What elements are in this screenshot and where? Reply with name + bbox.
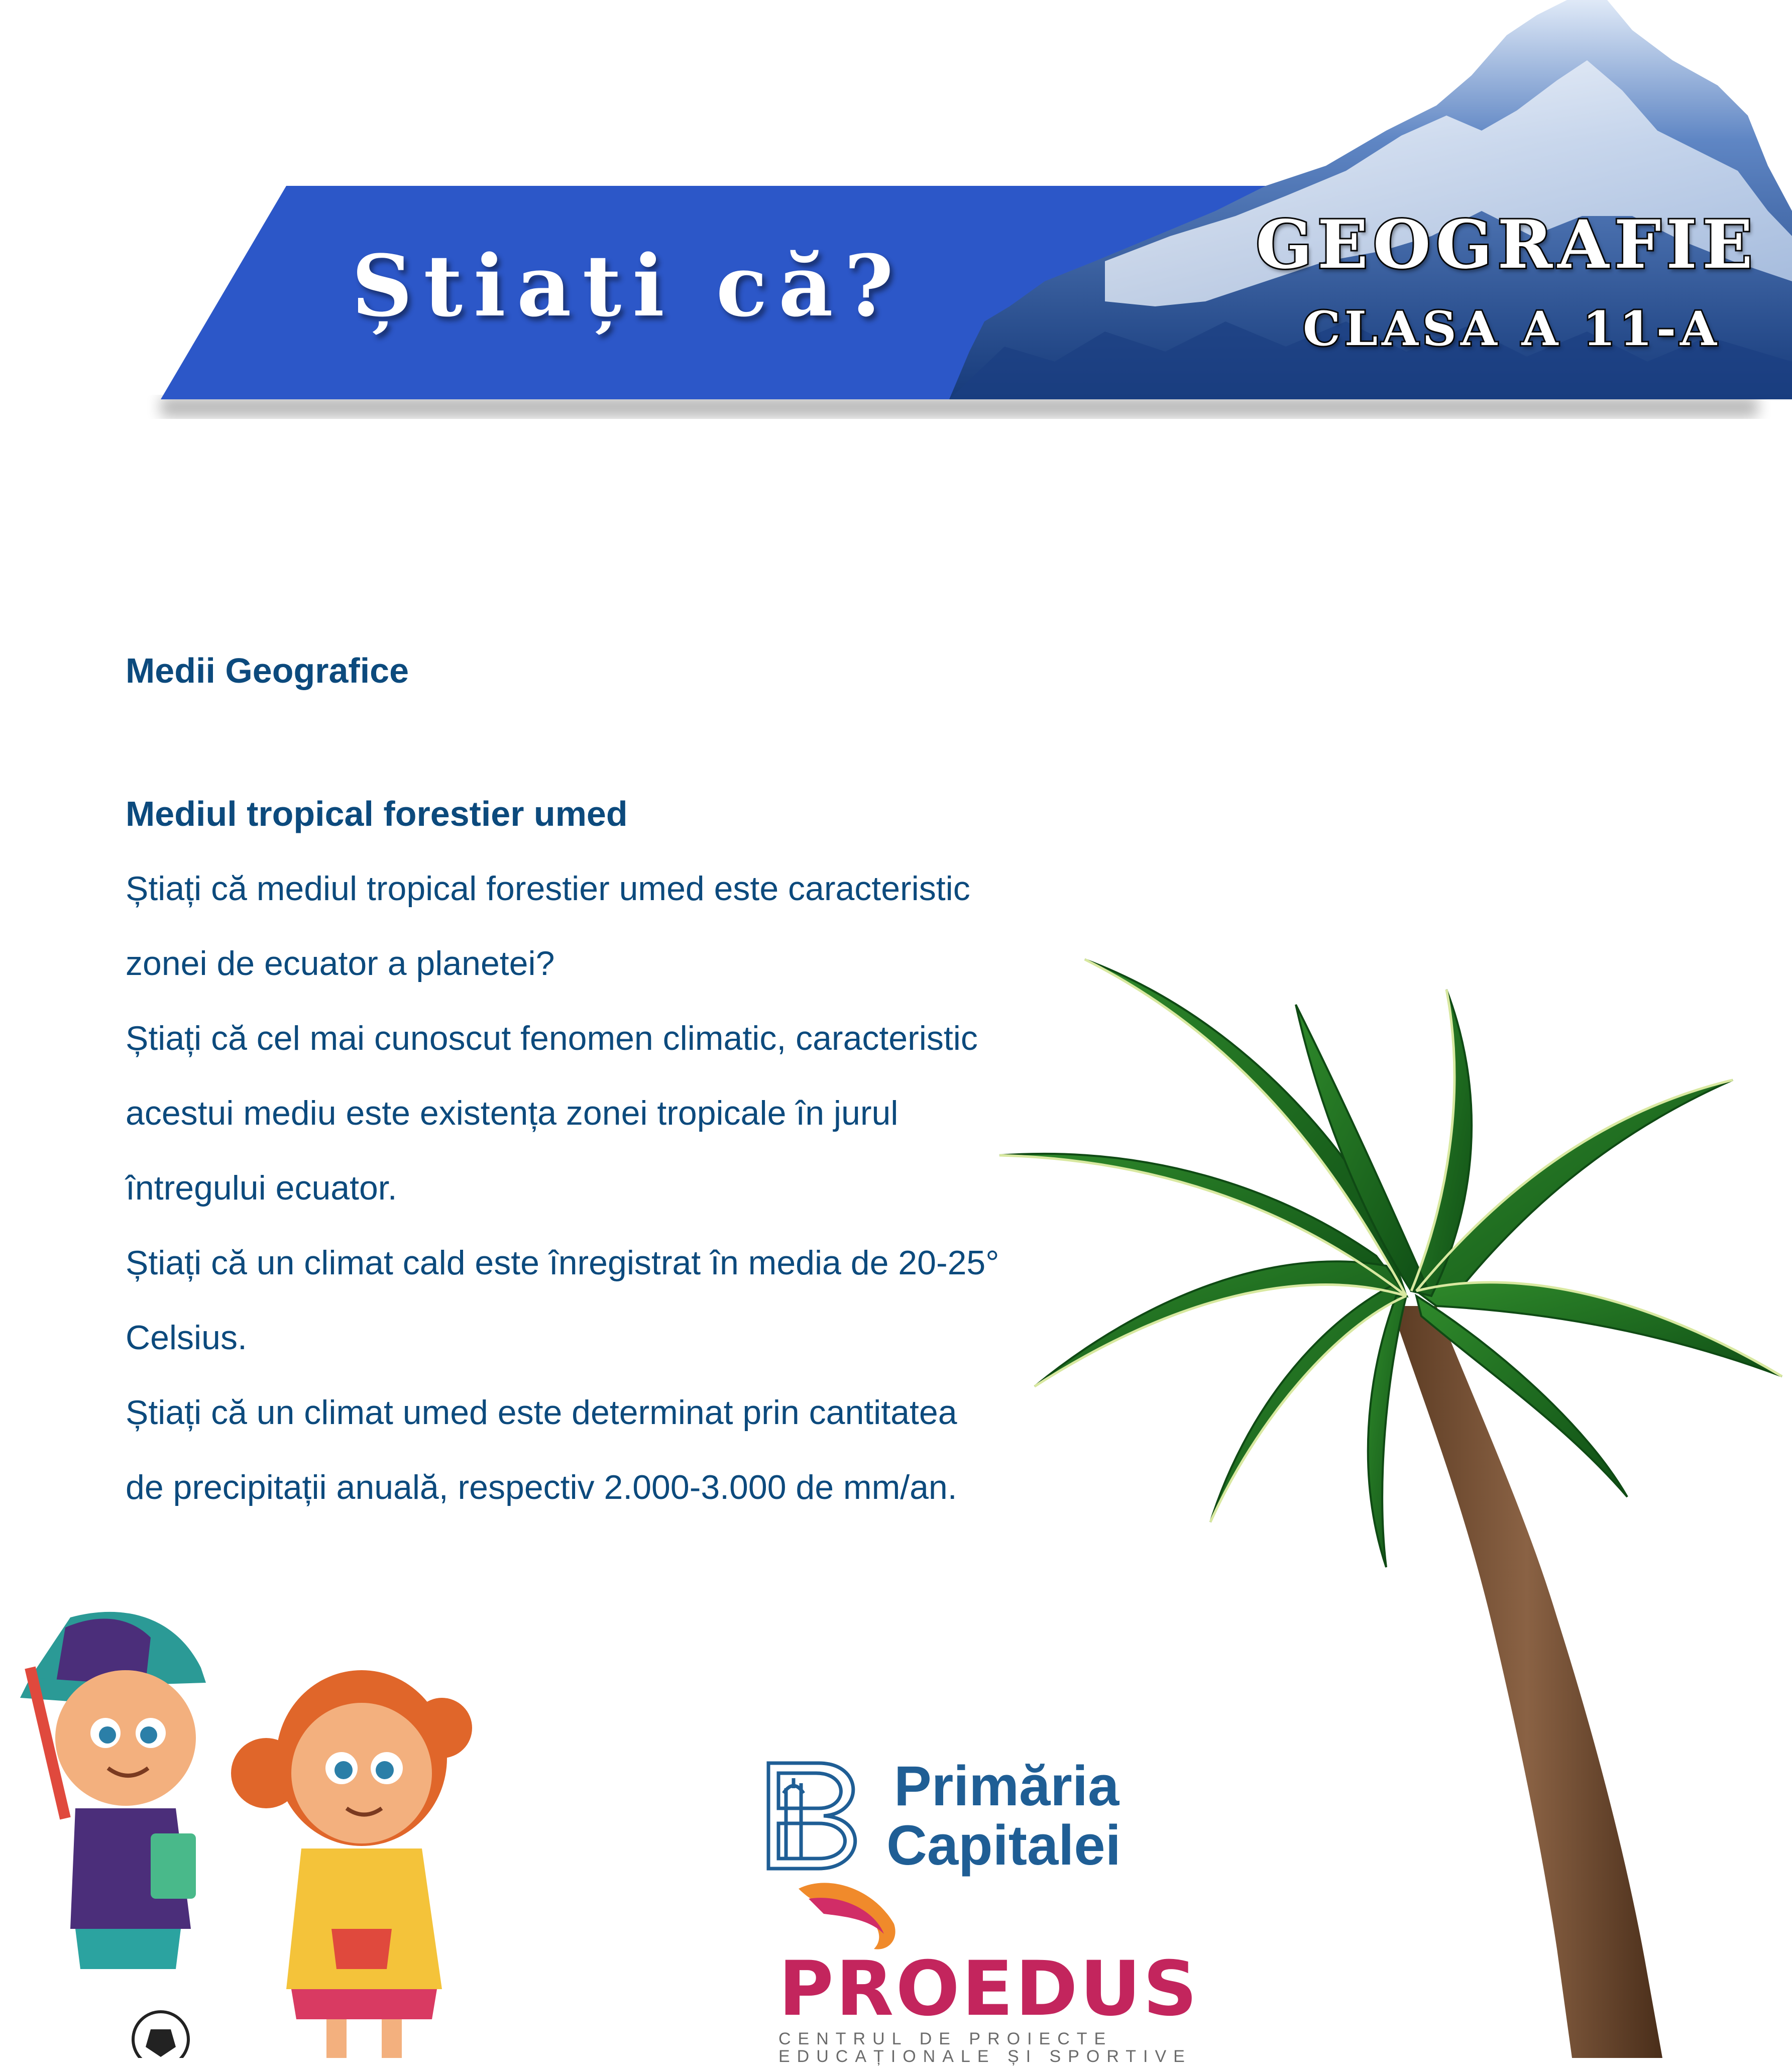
- class-title: CLASA A 11-A: [1303, 301, 1721, 357]
- boy-character: [20, 1612, 206, 2058]
- text-line: acestui mediu este existența zonei tropicale în jurul: [126, 1094, 899, 1132]
- text-line: zonei de ecuator a planetei?: [126, 944, 555, 983]
- primaria-line1: Primăria: [894, 1755, 1119, 1817]
- text-line: de precipitații anuală, respectiv 2.000-3.000 de mm/an.: [126, 1468, 957, 1506]
- text-line: Știați că un climat cald este înregistrat în media de 20-25°: [126, 1244, 999, 1282]
- proedus-logo: [773, 1879, 1199, 2066]
- palm-fronds: [999, 959, 1782, 1567]
- girl-character: [231, 1670, 472, 2058]
- text-line: Celsius.: [126, 1319, 247, 1357]
- palm-trunk: [1391, 1306, 1662, 2058]
- text-line: Știați că cel mai cunoscut fenomen climatic, caracteristic: [126, 1019, 978, 1057]
- proedus-wordmark: PROEDUS: [778, 1945, 1199, 2033]
- article-content: [126, 638, 1080, 1525]
- primaria-capitalei-logo: [763, 1755, 1165, 1889]
- proedus-tagline-1: CENTRUL DE PROIECTE: [778, 2029, 1113, 2048]
- text-line: Știați că un climat umed este determinat prin cantitatea: [126, 1393, 957, 1432]
- proedus-tagline-2: EDUCAȚIONALE ȘI SPORTIVE: [778, 2047, 1192, 2066]
- text-line: Știați că mediul tropical forestier umed este caracteristic: [126, 869, 970, 908]
- banner-title: Știați că?: [352, 236, 905, 336]
- kids-illustration: [0, 1607, 502, 2058]
- primaria-line2: Capitalei: [886, 1814, 1121, 1877]
- section-title: Medii Geografice: [126, 651, 409, 690]
- spacer: [126, 703, 1080, 776]
- subject-title: GEOGRAFIE: [1256, 206, 1758, 284]
- banner-shadow: [161, 397, 1758, 417]
- proedus-flame-icon: [789, 1879, 909, 1954]
- subsection-title: Mediul tropical forestier umed: [126, 794, 628, 833]
- text-line: întregului ecuator.: [126, 1169, 397, 1207]
- primaria-b-mark-icon: [763, 1758, 864, 1874]
